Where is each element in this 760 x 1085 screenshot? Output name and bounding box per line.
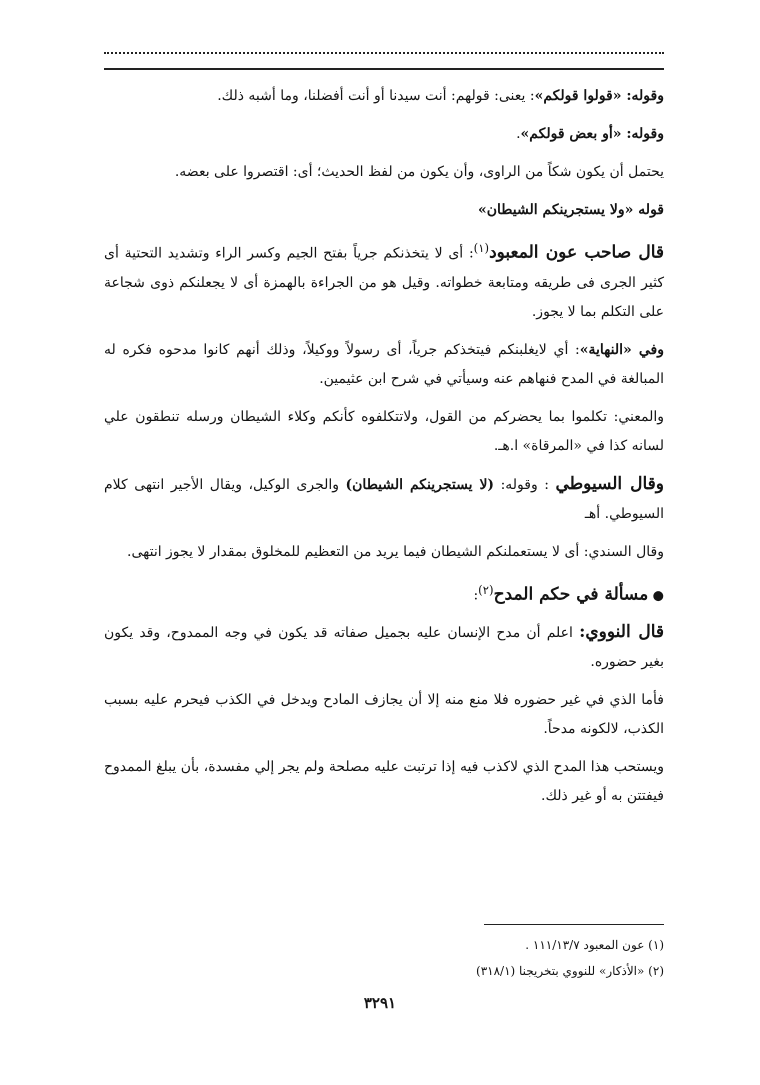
footnote-rule	[484, 924, 664, 925]
section-heading: قوله «ولا يستجرينكم الشيطان»	[477, 202, 664, 218]
paragraph: فأما الذي في غير حضوره فلا منع منه إلا أن يجازف المادح ويدخل في الكذب فيحرم عليه بسبب الكذب، لالكونه مدحاً.	[104, 692, 664, 738]
bullet-icon: ●	[652, 588, 664, 604]
paragraph: وفي «النهاية»: أي لايغلبنكم فيتخذكم جرياً، أى رسولاً ووكيلاً، وذلك أنهم كانوا مدحوه فكره له المبالغة في المدح فنهاهم عنه وسيأتي في شرح ابن عثيمين.	[104, 341, 664, 387]
paragraph: قال صاحب عون المعبود$^{(١)}$: أى لا يتخذنكم جرياً بفتح الجيم وكسر الراء وتشديد التحتية أى كثير الجرى فى طريقه ومتابعة خطواته. وقيل هو من الجراءة بالهمزة أى لا يجعلنكم ذوى شجاعة على التكلم بما لا يجوز.	[104, 241, 665, 320]
footnote: (٢) «الأذكار» للنووي بتخريجنا (٣١٨/١)	[476, 964, 664, 978]
paragraph: وقال السندي: أى لا يستعملنكم الشيطان فيما يريد من التعظيم للمخلوق بمقدار لا يجوز انتهى.	[127, 543, 664, 560]
paragraph: والمعني: تكلموا بما يحضركم من القول، ولاتتكلفوه كأنكم وكلاء الشيطان ورسله تنطقون علي لسانه كذا في «المرقاة» ا.هـ.	[104, 408, 664, 454]
paragraph: وقال السيوطي : وقوله: (لا يستجرينكم الشيطان) والجرى الوكيل، ويقال الأجير انتهى كلام السيوطي. أهـ	[104, 473, 664, 522]
section-heading: ● مسألة في حكم المدح$^{(٢)}$:	[473, 582, 664, 605]
footnote-ref: (١)	[473, 241, 490, 255]
footnotes	[104, 932, 664, 984]
paragraph: ويستحب هذا المدح الذي لاكذب فيه إذا ترتبت عليه مصلحة ولم يجر إلي مفسدة، بأن يبلغ الممدوح فيفتتن به أو غير ذلك.	[104, 759, 664, 805]
paragraph: قال النووي: اعلم أن مدح الإنسان عليه بجميل صفاته قد يكون في وجه الممدوح، وقد يكون بغير حضوره.	[104, 622, 664, 671]
footnote: (١) عون المعبود ١١١/١٣/٧ .	[525, 938, 664, 952]
header-solid-rule	[104, 68, 664, 70]
page-number: ٣٢٩١	[363, 994, 397, 1012]
paragraph: وقوله: «أو بعض قولكم».	[516, 126, 664, 142]
paragraph: يحتمل أن يكون شكاً من الراوى، وأن يكون من لفظ الحديث؛ أى: اقتصروا على بعضه.	[174, 164, 664, 180]
header-dotted-rule	[104, 52, 664, 54]
paragraph: وقوله: «قولوا قولكم»: يعنى: قولهم: أنت سيدنا أو أنت أفضلنا، وما أشبه ذلك.	[217, 88, 664, 104]
footnote-ref: (٢)	[478, 582, 494, 597]
main-text	[104, 82, 664, 820]
